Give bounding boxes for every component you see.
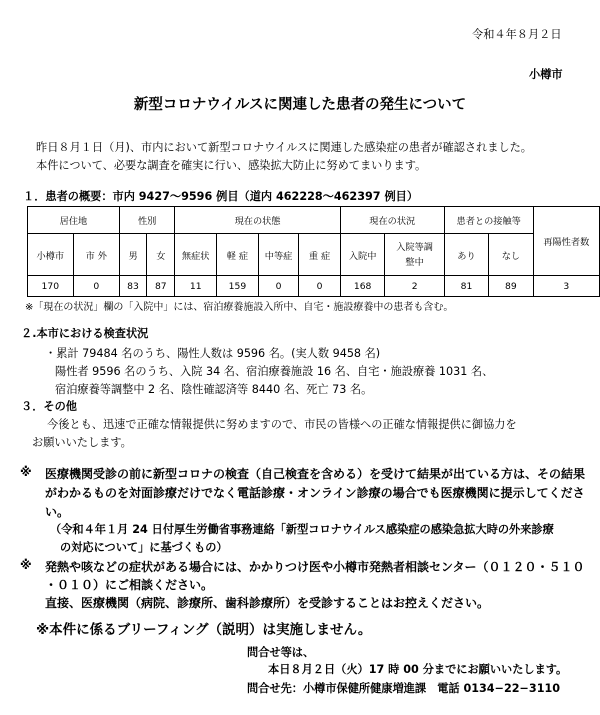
section3-heading: ３．その他 (21, 400, 77, 413)
contact-line-2: 本日８月２日（火）17 時 00 分までにお願いいたします。 (268, 663, 568, 676)
sub-hospitalized: 入院中 (340, 234, 385, 276)
notice1-mark: ※ (20, 465, 32, 479)
sub-contact-no: なし (489, 234, 533, 276)
notice2-mark: ※ (20, 558, 32, 572)
sub-moderate: 中等症 (258, 234, 299, 276)
section2-heading: ２.本市における検査状況 (21, 327, 149, 340)
issuer: 小樽市 (529, 68, 563, 81)
header-repositive: 再陽性者数 (533, 207, 599, 276)
notice2-line-1: 発熱や咳などの症状がある場合には、かかりつけ医や小樽市発熱者相談センター（０１２０・５１０ (45, 560, 585, 574)
section1-heading: １．患者の概要：市内 9427〜9596 例目（道内 462228〜462397 例目） (23, 190, 419, 203)
value-repositive: 3 (533, 276, 599, 297)
value-mild: 159 (216, 276, 258, 297)
value-contact-yes: 81 (444, 276, 488, 297)
intro-line-1: 昨日８月１日（月)、市内において新型コロナウイルスに関連した感染症の患者が確認されました。 (36, 141, 532, 154)
contact-line-3: 問合せ先：小樽市保健所健康増進課 電話 0134−22−3110 (247, 682, 561, 695)
section3-line-2: お願いいたします。 (32, 436, 132, 449)
header-status: 現在の状況 (340, 207, 444, 234)
briefing-notice: ※本件に係るブリーフィング（説明）は実施しません。 (36, 622, 372, 638)
header-contact: 患者との接触等 (444, 207, 533, 234)
sub-outside: 市 外 (73, 234, 119, 276)
contact-line-1: 問合せ等は、 (247, 646, 315, 659)
sub-male: 男 (119, 234, 146, 276)
section2-line-3: 宿泊療養等調整中 2 名、陰性確認済等 8440 名、死亡 73 名。 (55, 383, 373, 396)
section2-line-2: 陽性者 9596 名のうち、入院 34 名、宿泊療養施設 16 名、自宅・施設療養 1031 名、 (55, 365, 494, 378)
value-male: 83 (119, 276, 146, 297)
sub-contact-yes: あり (444, 234, 488, 276)
sub-female: 女 (147, 234, 175, 276)
notice2-line-3: 直接、医療機関（病院、診療所、歯科診療所）を受診することはお控えください。 (45, 596, 490, 610)
section2-line-1: ・累計 79484 名のうち、陽性人数は 9596 名。(実人数 9458 名) (45, 347, 381, 360)
page-title: 新型コロナウイルスに関連した患者の発生について (133, 97, 467, 113)
sub-otaru: 小樽市 (28, 234, 74, 276)
notice2-line-2: ・０１０）にご相談ください。 (45, 578, 214, 592)
notice1-line-4: （令和４年１月 24 日付厚生労働省事務連絡「新型コロナウイルス感染症の感染急拡大時の外来診療 (50, 523, 554, 536)
patient-table (27, 206, 600, 297)
value-severe: 0 (299, 276, 340, 297)
value-asymptomatic: 11 (175, 276, 217, 297)
sub-mild: 軽 症 (216, 234, 258, 276)
value-adjusting: 2 (385, 276, 444, 297)
value-contact-no: 89 (489, 276, 533, 297)
value-otaru: 170 (28, 276, 74, 297)
section3-line-1: 今後とも、迅速で正確な情報提供に努めますので、市民の皆様への正確な情報提供に御協力を (47, 418, 517, 431)
sub-adjusting: 入院等調整中 (385, 234, 444, 276)
release-date: 令和４年８月２日 (472, 28, 562, 41)
value-moderate: 0 (258, 276, 299, 297)
notice1-line-2: がわかるものを対面診療だけでなく電話診療・オンライン診療の場合でも医療機関に提示してくださ (45, 486, 585, 500)
header-condition: 現在の状態 (175, 207, 340, 234)
table-note: ※「現在の状況」欄の「入院中」には、宿泊療養施設入所中、自宅・施設療養中の患者も含む。 (25, 302, 454, 313)
value-outside: 0 (73, 276, 119, 297)
sub-severe: 重 症 (299, 234, 340, 276)
value-female: 87 (147, 276, 175, 297)
header-sex: 性別 (119, 207, 175, 234)
notice1-line-1: 医療機関受診の前に新型コロナの検査（自己検査を含める）を受けて結果が出ている方は、その結果 (45, 467, 586, 481)
notice1-line-5: の対応について」に基づくもの） (60, 541, 228, 554)
intro-line-2: 本件について、必要な調査を確実に行い、感染拡大防止に努めてまいります。 (36, 159, 427, 172)
header-residence: 居住地 (28, 207, 120, 234)
notice1-line-3: い。 (45, 505, 70, 519)
sub-asymptomatic: 無症状 (175, 234, 217, 276)
value-hospitalized: 168 (340, 276, 385, 297)
